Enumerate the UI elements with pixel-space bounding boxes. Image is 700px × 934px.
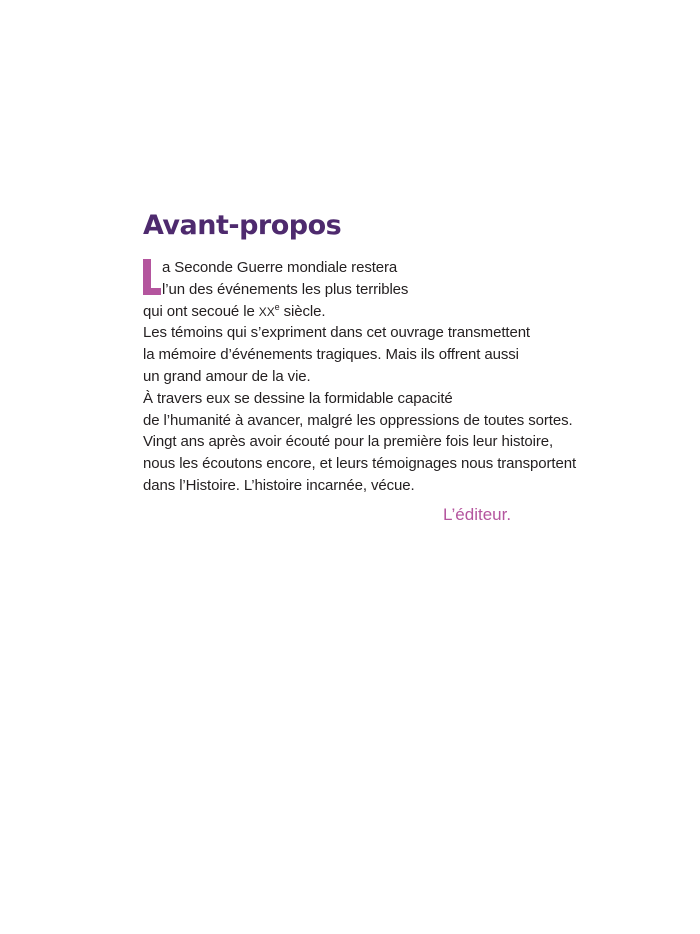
text-line: un grand amour de la vie. (143, 367, 311, 385)
text-line: dans l’Histoire. L’histoire incarnée, vécue. (143, 476, 415, 494)
text-line: nous les écoutons encore, et leurs témoignages nous transportent (143, 455, 577, 473)
text-fragment: qui ont secoué le (143, 302, 259, 320)
century-numeral: XX (258, 304, 275, 319)
text-line: Vingt ans après avoir écouté pour la première fois leur histoire, (143, 433, 554, 451)
superscript: e (274, 301, 280, 312)
text-line: Les témoins qui s’expriment dans cet ouvrage transmettent (143, 324, 531, 342)
text-line: a Seconde Guerre mondiale restera (162, 259, 398, 276)
text-fragment: siècle. (279, 302, 326, 320)
text-line: À travers eux se dessine la formidable capacité (143, 389, 453, 407)
text-line: la mémoire d’événements tragiques. Mais ils offrent aussi (143, 346, 519, 364)
page-title: Avant-propos (143, 210, 342, 241)
signature: L’éditeur. (443, 505, 512, 524)
text-line (143, 301, 613, 323)
text-line: de l’humanité à avancer, malgré les oppressions de toutes sortes. (143, 411, 573, 429)
text-line: l’un des événements les plus terribles (162, 280, 409, 298)
foreword-paragraph (143, 257, 613, 497)
